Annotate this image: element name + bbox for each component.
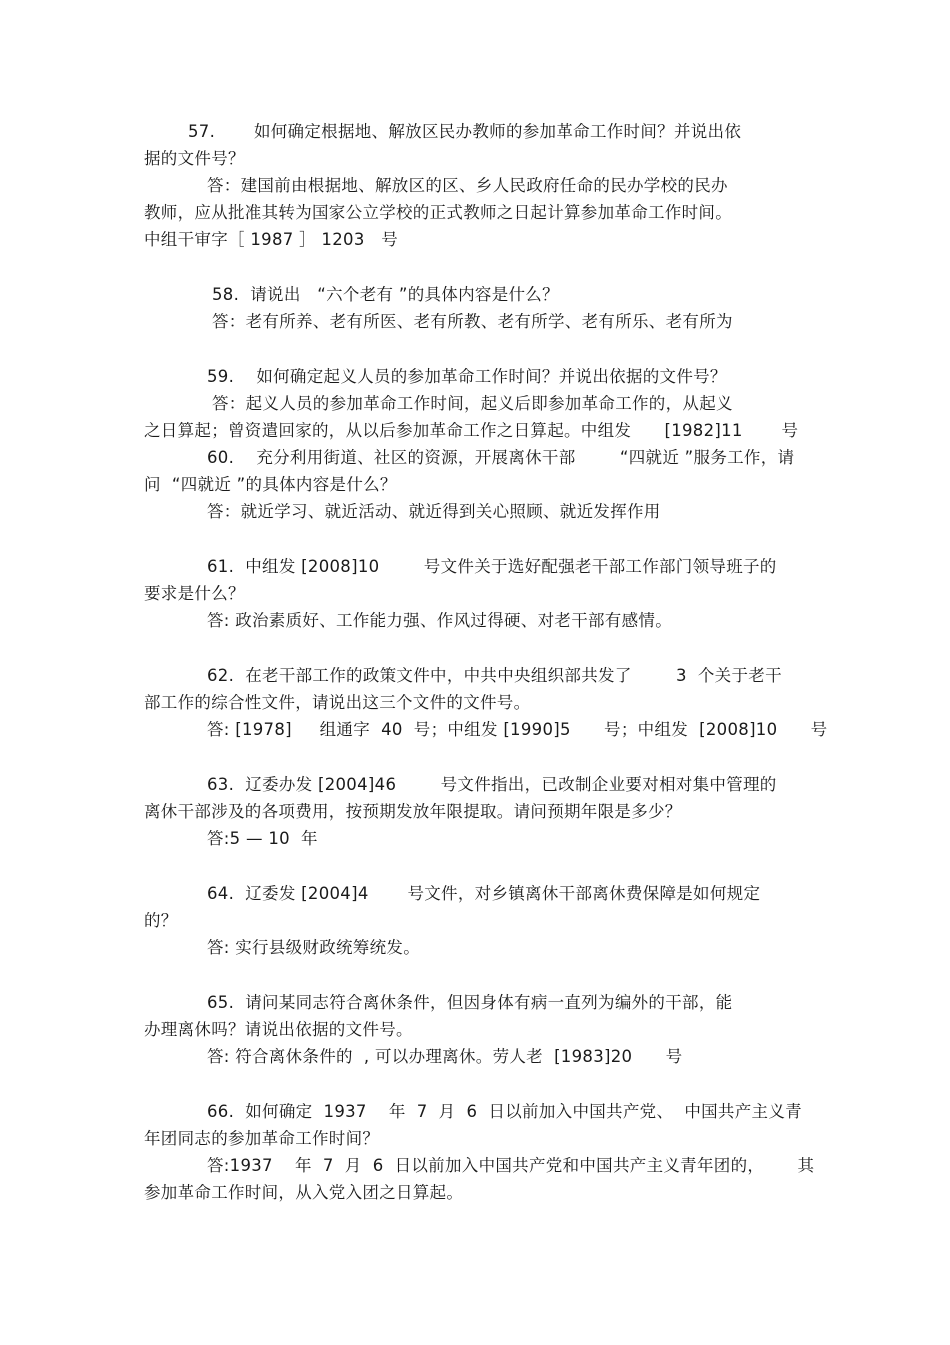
q66-answer-line-1: 答:1937 年 7 月 6 日以前加入中国共产党和中国共产主义青年团的， 其 — [207, 1156, 815, 1175]
q58-question-line-1: 58. 请说出 “六个老有 ”的具体内容是什么？ — [212, 285, 559, 304]
q65-answer-line-1: 答: 符合离休条件的 , 可以办理离休。劳人老 [1983]20 号 — [207, 1047, 683, 1066]
q63-question-line-1: 63. 辽委办发 [2004]46 号文件指出，已改制企业要对相对集中管理的 — [207, 775, 777, 794]
q61-answer-line-1: 答: 政治素质好、工作能力强、作风过得硬、对老干部有感情。 — [207, 611, 673, 630]
q57-answer-line-3: 中组干审字［ 1987 ］ 1203 号 — [144, 230, 399, 249]
q57-question-line-1: 57. 如何确定根据地、解放区民办教师的参加革命工作时间？并说出依 — [188, 122, 742, 141]
q57-question-line-2: 据的文件号？ — [144, 149, 245, 168]
q66-question-line-1: 66. 如何确定 1937 年 7 月 6 日以前加入中国共产党、 中国共产主义青 — [207, 1102, 802, 1121]
q59-answer-line-1: 答：起义人员的参加革命工作时间，起义后即参加革命工作的，从起义 — [212, 394, 733, 413]
q62-question-line-2: 部工作的综合性文件，请说出这三个文件的文件号。 — [144, 693, 531, 712]
q64-question-line-1: 64. 辽委发 [2004]4 号文件，对乡镇离休干部离休费保障是如何规定 — [207, 884, 761, 903]
q65-question-line-1: 65. 请问某同志符合离休条件，但因身体有病一直列为编外的干部，能 — [207, 993, 733, 1012]
q57-answer-line-2: 教师，应从批准其转为国家公立学校的正式教师之日起计算参加革命工作时间。 — [144, 203, 732, 222]
q60-answer-line-1: 答：就近学习、就近活动、就近得到关心照顾、就近发挥作用 — [207, 502, 661, 521]
q59-answer-line-2: 之日算起；曾资遣回家的，从以后参加革命工作之日算起。中组发 [1982]11 号 — [144, 421, 799, 440]
q64-answer-line-1: 答: 实行县级财政统筹统发。 — [207, 938, 421, 957]
q59-question-line-1: 59. 如何确定起义人员的参加革命工作时间？并说出依据的文件号？ — [207, 367, 727, 386]
q62-question-line-1: 62. 在老干部工作的政策文件中，中共中央组织部共发了 3 个关于老干 — [207, 666, 782, 685]
q62-answer-line-1: 答: [1978] 组通字 40 号；中组发 [1990]5 号；中组发 [2008]10 号 — [207, 720, 828, 739]
q66-answer-line-2: 参加革命工作时间，从入党入团之日算起。 — [144, 1183, 464, 1202]
q57-answer-line-1: 答：建国前由根据地、解放区的区、乡人民政府任命的民办学校的民办 — [207, 176, 728, 195]
q61-question-line-2: 要求是什么？ — [144, 584, 245, 603]
q63-question-line-2: 离休干部涉及的各项费用，按预期发放年限提取。请问预期年限是多少？ — [144, 802, 682, 821]
q58-answer-line-1: 答：老有所养、老有所医、老有所教、老有所学、老有所乐、老有所为 — [212, 312, 733, 331]
q60-question-line-2: 问 “四就近 ”的具体内容是什么？ — [144, 475, 397, 494]
q64-question-line-2: 的？ — [144, 911, 178, 930]
q63-answer-line-1: 答:5 — 10 年 — [207, 829, 318, 848]
q65-question-line-2: 办理离休吗？请说出依据的文件号。 — [144, 1020, 413, 1039]
q60-question-line-1: 60. 充分利用街道、社区的资源，开展离休干部 “四就近 ”服务工作，请 — [207, 448, 795, 467]
q61-question-line-1: 61. 中组发 [2008]10 号文件关于选好配强老干部工作部门领导班子的 — [207, 557, 777, 576]
q66-question-line-2: 年团同志的参加革命工作时间？ — [144, 1129, 380, 1148]
